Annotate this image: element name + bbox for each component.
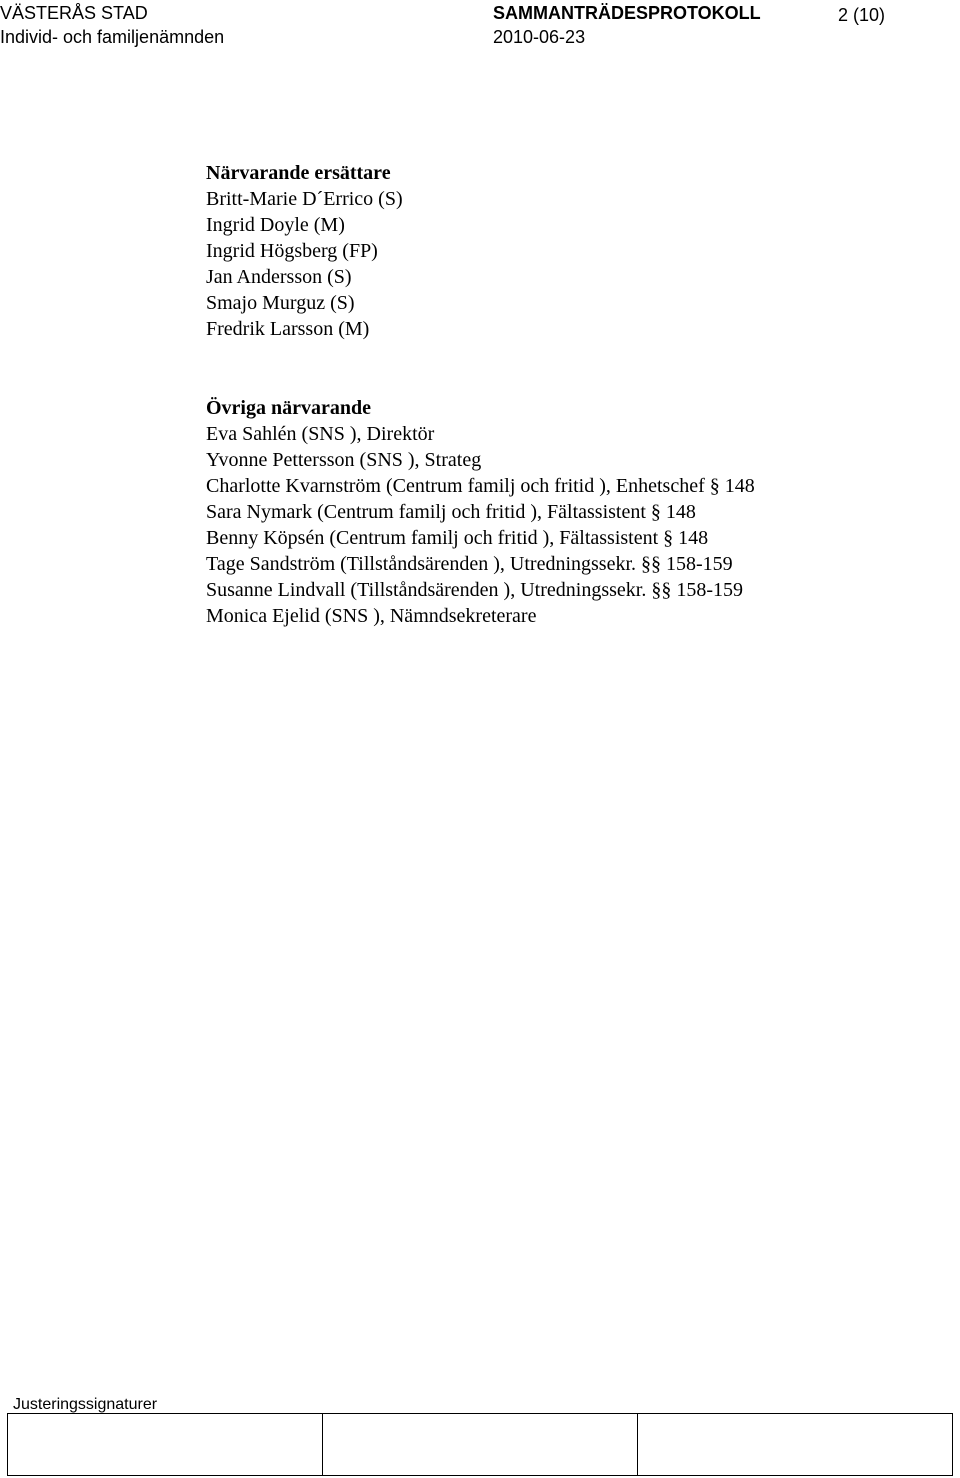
list-item: Susanne Lindvall (Tillståndsärenden ), Utredningssekr. §§ 158-159 <box>206 579 743 601</box>
list-item: Eva Sahlén (SNS ), Direktör <box>206 423 435 445</box>
list-item: Charlotte Kvarnström (Centrum familj och fritid ), Enhetschef § 148 <box>206 475 755 497</box>
signature-box <box>638 1414 952 1475</box>
document-type: SAMMANTRÄDESPROTOKOLL <box>493 3 761 23</box>
section-heading: Övriga närvarande <box>206 397 371 419</box>
list-item: Monica Ejelid (SNS ), Nämndsekreterare <box>206 605 537 627</box>
list-item: Fredrik Larsson (M) <box>206 318 370 340</box>
document-date: 2010-06-23 <box>493 27 586 47</box>
section-narvarande-ersattare <box>206 160 403 342</box>
list-item: Ingrid Doyle (M) <box>206 214 345 236</box>
attendee-list <box>206 421 755 629</box>
organization-name: VÄSTERÅS STAD <box>0 3 148 23</box>
list-item: Ingrid Högsberg (FP) <box>206 240 378 262</box>
section-heading: Närvarande ersättare <box>206 162 391 184</box>
list-item: Tage Sandström (Tillståndsärenden ), Utredningssekr. §§ 158-159 <box>206 553 733 575</box>
list-item: Smajo Murguz (S) <box>206 292 355 314</box>
signature-box <box>8 1414 323 1475</box>
page-number: 2 (10) <box>838 5 886 25</box>
signature-label: Justeringssignaturer <box>13 1396 158 1413</box>
list-item: Britt-Marie D´Errico (S) <box>206 188 403 210</box>
department-name: Individ- och familjenämnden <box>0 27 225 47</box>
list-item: Jan Andersson (S) <box>206 266 352 288</box>
signature-box <box>323 1414 638 1475</box>
list-item: Sara Nymark (Centrum familj och fritid ), Fältassistent § 148 <box>206 501 696 523</box>
section-ovriga-narvarande <box>206 395 755 629</box>
attendee-list <box>206 186 403 342</box>
signature-boxes <box>7 1413 953 1476</box>
list-item: Benny Köpsén (Centrum familj och fritid ), Fältassistent § 148 <box>206 527 709 549</box>
list-item: Yvonne Pettersson (SNS ), Strateg <box>206 449 482 471</box>
